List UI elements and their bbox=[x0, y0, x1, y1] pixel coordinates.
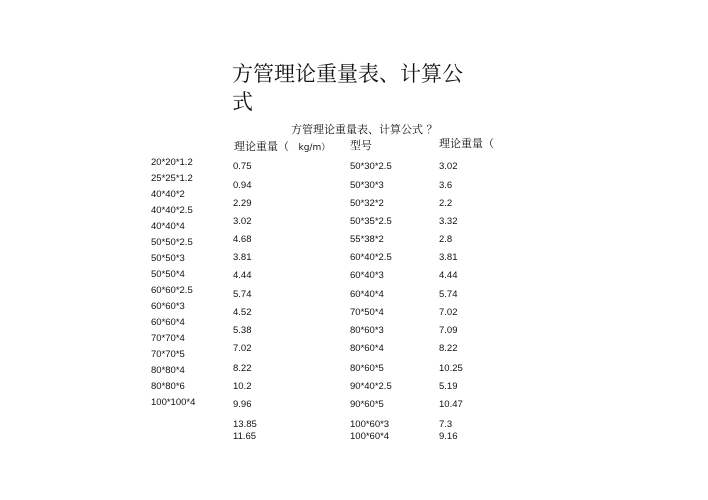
model-cell: 50*30*3 bbox=[350, 180, 384, 191]
model-cell: 70*70*5 bbox=[151, 349, 185, 360]
model-cell: 40*40*2 bbox=[151, 189, 185, 200]
weight-cell: 5.19 bbox=[439, 381, 458, 392]
model-cell: 25*25*1.2 bbox=[151, 173, 193, 184]
model-cell: 100*100*4 bbox=[151, 397, 196, 408]
weight-cell: 8.22 bbox=[439, 343, 458, 354]
model-cell: 100*60*4 bbox=[350, 431, 390, 442]
model-cell: 50*50*3 bbox=[151, 253, 185, 264]
weight-cell: 9.96 bbox=[233, 399, 252, 410]
weight-cell: 13.85 bbox=[233, 419, 257, 430]
model-cell: 60*60*3 bbox=[151, 301, 185, 312]
model-cell: 20*20*1.2 bbox=[151, 157, 193, 168]
weight-cell: 10.2 bbox=[233, 381, 252, 392]
model-cell: 55*38*2 bbox=[350, 234, 384, 245]
header-weight-unit: kg/m） bbox=[298, 143, 331, 153]
weight-cell: 10.47 bbox=[439, 399, 463, 410]
weight-cell: 7.02 bbox=[233, 343, 252, 354]
model-cell: 40*40*4 bbox=[151, 221, 185, 232]
model-cell: 80*60*4 bbox=[350, 343, 384, 354]
header-weight bbox=[234, 140, 330, 155]
table-caption: 方管理论重量表、计算公式 ？ bbox=[291, 123, 438, 136]
page-title bbox=[232, 60, 463, 116]
weight-cell: 2.29 bbox=[233, 198, 252, 209]
weight-cell: 9.16 bbox=[439, 431, 458, 442]
model-cell: 60*60*4 bbox=[151, 317, 185, 328]
weight-cell: 11.65 bbox=[233, 431, 257, 442]
model-cell: 50*30*2.5 bbox=[350, 161, 392, 172]
model-cell: 90*60*5 bbox=[350, 399, 384, 410]
model-cell: 40*40*2.5 bbox=[151, 205, 193, 216]
weight-cell: 7.09 bbox=[439, 325, 458, 336]
weight-cell: 4.68 bbox=[233, 234, 252, 245]
page-title-line-1: 方管理论重量表、计算公 bbox=[232, 62, 463, 86]
weight-cell: 3.81 bbox=[439, 252, 458, 263]
model-cell: 60*40*3 bbox=[350, 270, 384, 281]
weight-cell: 2.8 bbox=[439, 234, 453, 245]
model-cell: 60*40*2.5 bbox=[350, 252, 392, 263]
weight-cell: 3.6 bbox=[439, 180, 453, 191]
model-cell: 80*80*6 bbox=[151, 381, 185, 392]
weight-cell: 0.94 bbox=[233, 180, 252, 191]
weight-cell: 0.75 bbox=[233, 161, 252, 172]
model-cell: 50*35*2.5 bbox=[350, 216, 392, 227]
weight-cell: 10.25 bbox=[439, 363, 463, 374]
model-cell: 80*60*5 bbox=[350, 363, 384, 374]
model-cell: 60*40*4 bbox=[350, 289, 384, 300]
weight-cell: 7.02 bbox=[439, 307, 458, 318]
model-cell: 80*60*3 bbox=[350, 325, 384, 336]
header-model: 型号 bbox=[350, 139, 372, 152]
header-weight-2: 理论重量（ bbox=[439, 137, 494, 150]
weight-cell: 5.38 bbox=[233, 325, 252, 336]
model-cell: 80*80*4 bbox=[151, 365, 185, 376]
weight-cell: 3.81 bbox=[233, 252, 252, 263]
page-title-line-2: 式 bbox=[232, 90, 253, 114]
model-cell: 50*32*2 bbox=[350, 198, 384, 209]
weight-cell: 4.44 bbox=[233, 270, 252, 281]
model-cell: 60*60*2.5 bbox=[151, 285, 193, 296]
model-cell: 70*70*4 bbox=[151, 333, 185, 344]
weight-cell: 4.52 bbox=[233, 307, 252, 318]
model-cell: 70*50*4 bbox=[350, 307, 384, 318]
weight-cell: 5.74 bbox=[233, 289, 252, 300]
model-cell: 50*50*2.5 bbox=[151, 237, 193, 248]
header-weight-label: 理论重量（ bbox=[234, 140, 289, 153]
model-cell: 90*40*2.5 bbox=[350, 381, 392, 392]
weight-cell: 7.3 bbox=[439, 419, 453, 430]
weight-cell: 3.02 bbox=[439, 161, 458, 172]
weight-cell: 2.2 bbox=[439, 198, 453, 209]
weight-cell: 4.44 bbox=[439, 270, 458, 281]
weight-cell: 3.02 bbox=[233, 216, 252, 227]
weight-cell: 3.32 bbox=[439, 216, 458, 227]
weight-cell: 5.74 bbox=[439, 289, 458, 300]
model-cell: 50*50*4 bbox=[151, 269, 185, 280]
model-cell: 100*60*3 bbox=[350, 419, 390, 430]
weight-cell: 8.22 bbox=[233, 363, 252, 374]
